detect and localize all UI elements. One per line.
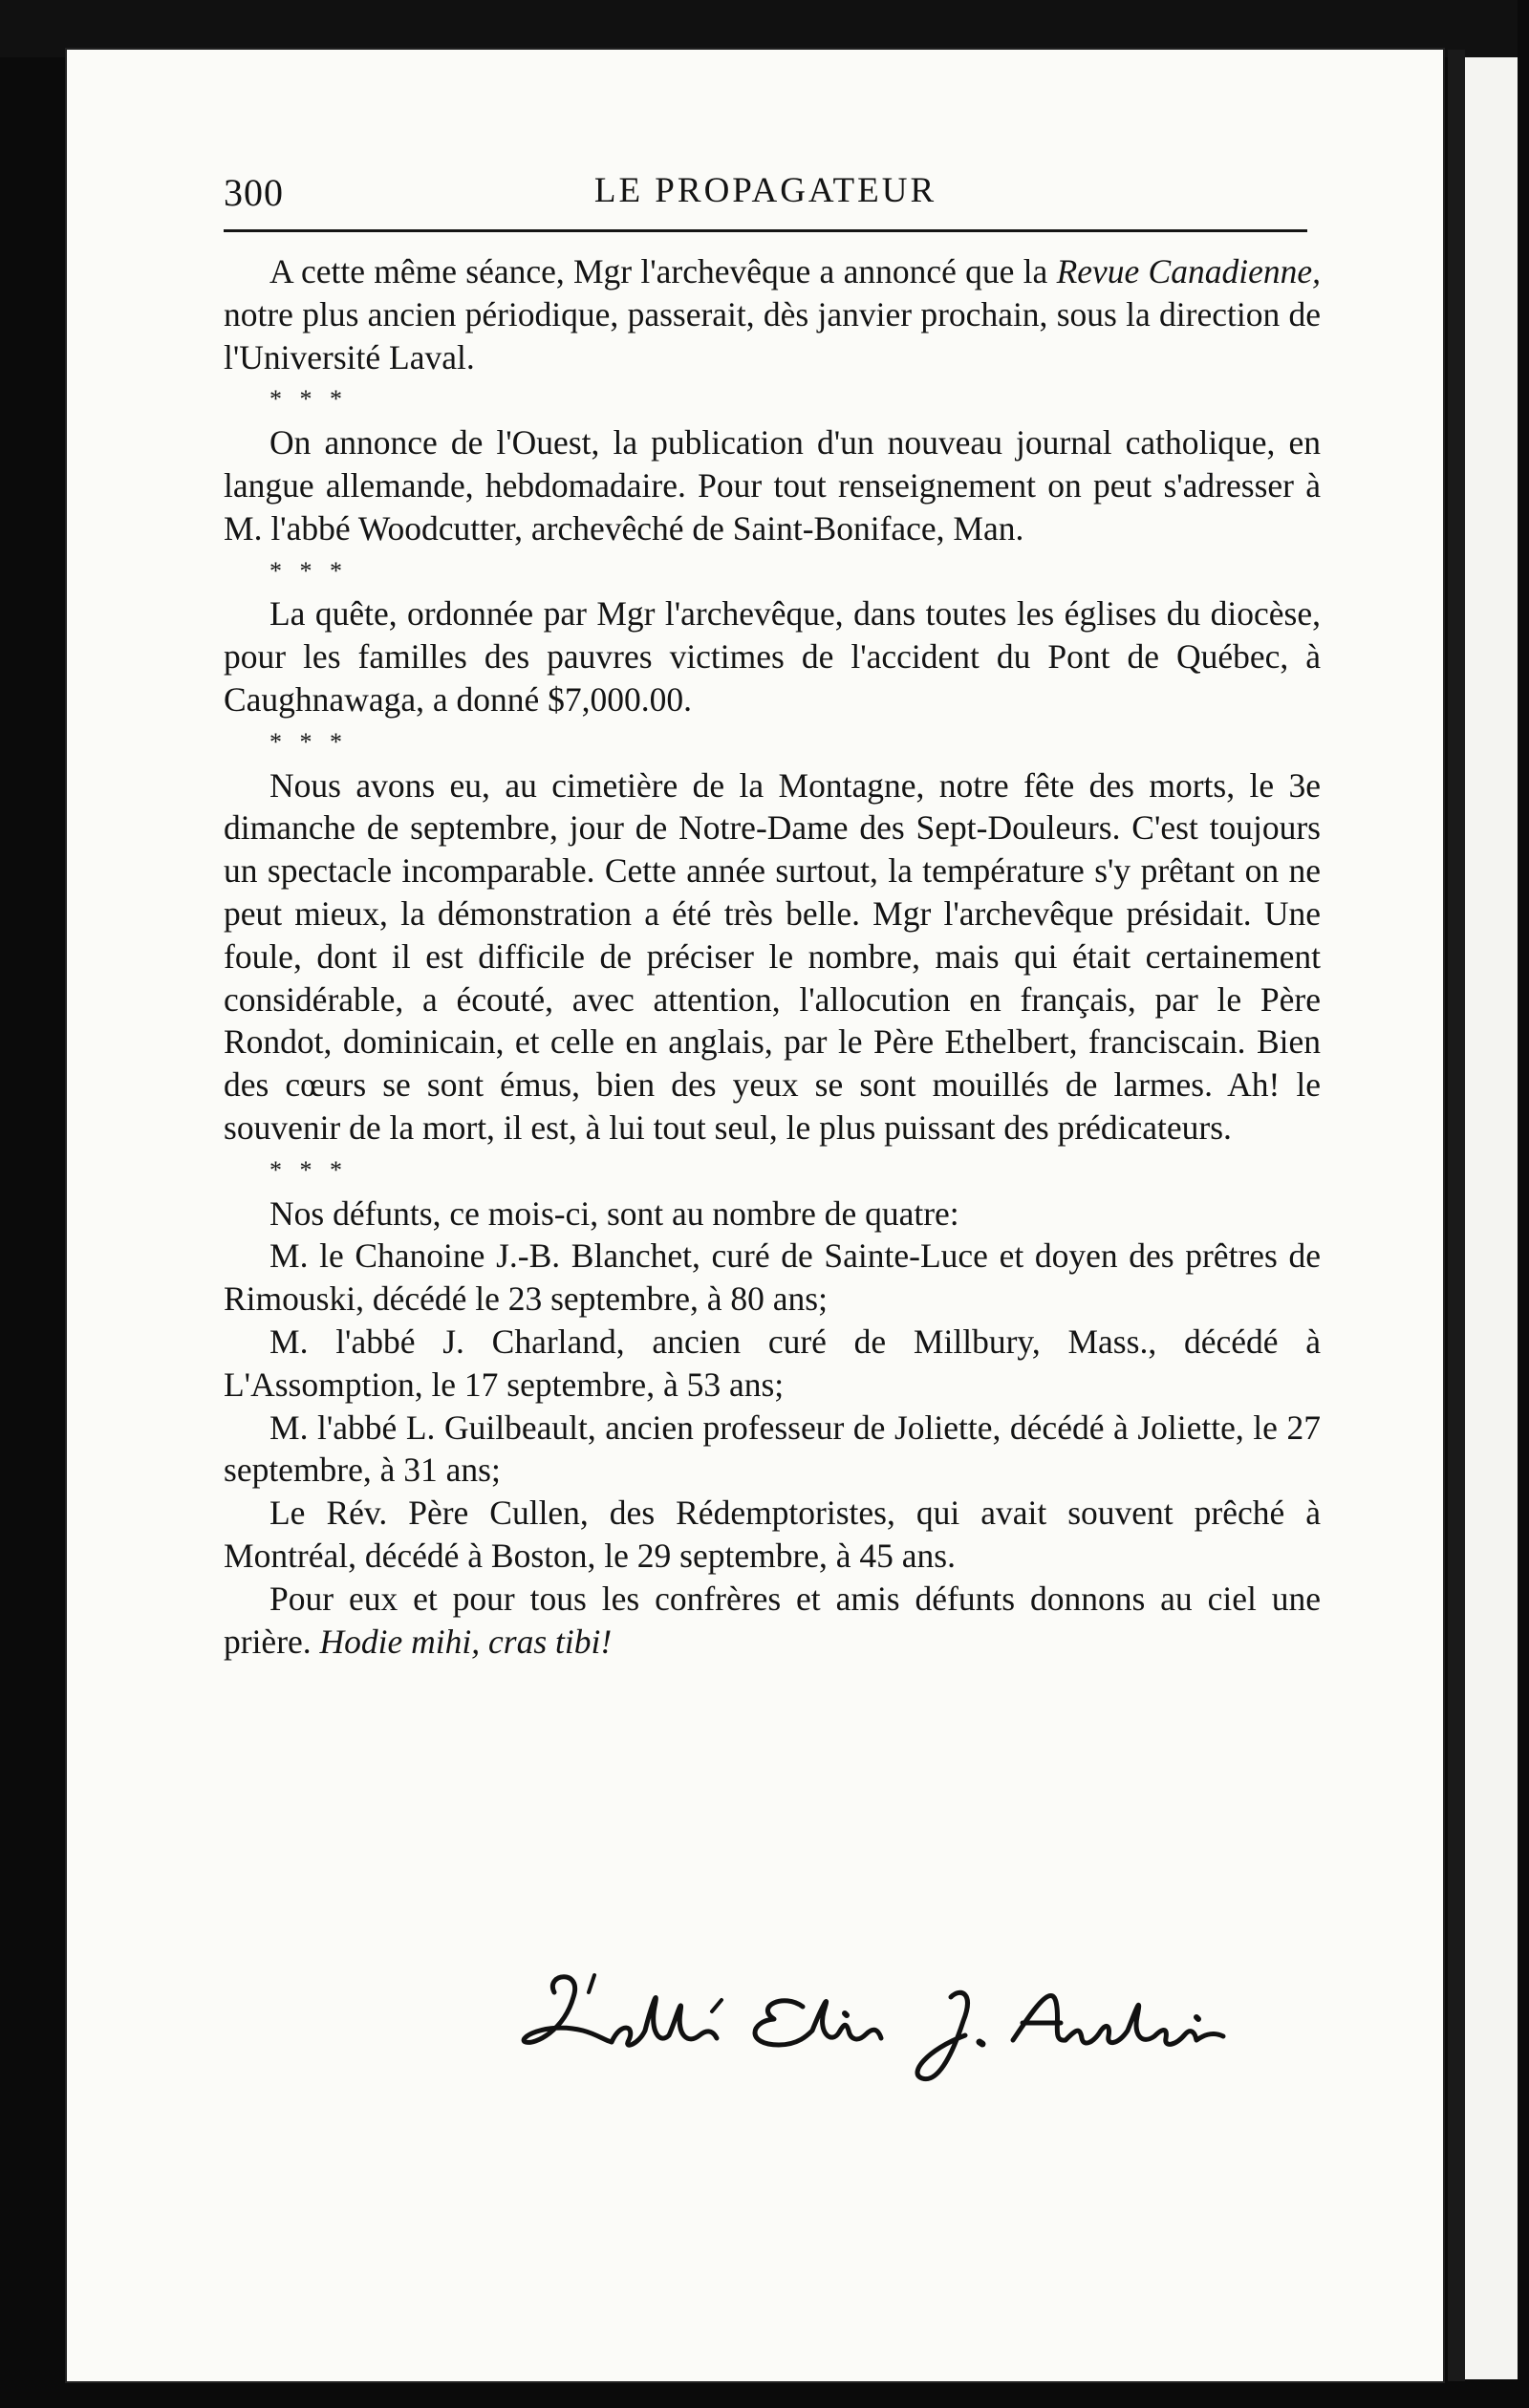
page-number: 300 xyxy=(224,171,284,214)
closing-latin: Hodie mihi, cras tibi! xyxy=(319,1622,613,1661)
section-separator: * * * xyxy=(269,727,348,756)
paragraph-quete: La quête, ordonnée par Mgr l'archevêque, dans toutes les églises du diocèse, pour les familles des pauvres victimes de l'accident du Pont de Québec, à Caughnawaga, a donné $7,000.00. xyxy=(224,594,1321,719)
deceased-entry: M. l'abbé L. Guilbeault, ancien professeur de Joliette, décédé à Joliette, le 27 septembre, à 31 ans; xyxy=(224,1408,1321,1490)
section-separator: * * * xyxy=(269,1155,348,1184)
scan-border-top xyxy=(0,0,1529,57)
header-rule xyxy=(224,229,1307,232)
paragraph-text: notre plus ancien périodique, passerait, dès janvier prochain, sous la direction de l'Université Laval. xyxy=(224,294,1321,376)
paragraph-journal-allemand: On annonce de l'Ouest, la publication d'un nouveau journal catholique, en langue allemande, hebdomadaire. Pour tout renseignement on peut s'adresser à M. l'abbé Woodcutter, archevêché de Saint-Boniface, Man. xyxy=(224,423,1321,548)
paragraph-text: A cette même séance, Mgr l'archevêque a annoncé que la xyxy=(269,252,1057,290)
article-body xyxy=(224,250,1321,1663)
book-gutter xyxy=(1448,50,1465,2381)
deceased-entry: M. l'abbé J. Charland, ancien curé de Millbury, Mass., décédé à L'Assomption, le 17 septembre, à 53 ans; xyxy=(224,1322,1321,1404)
handwritten-signature xyxy=(516,1954,1242,2097)
deceased-entry: M. le Chanoine J.-B. Blanchet, curé de Sainte-Luce et doyen des prêtres de Rimouski, décédé le 23 septembre, à 80 ans; xyxy=(224,1236,1321,1319)
paragraph-closing xyxy=(224,1578,1321,1664)
section-separator: * * * xyxy=(269,556,348,585)
paragraph-defunts-intro: Nos défunts, ce mois-ci, sont au nombre de quatre: xyxy=(269,1193,959,1233)
paragraph-revue-canadienne xyxy=(224,250,1321,378)
page-header xyxy=(224,162,1307,220)
section-separator: * * * xyxy=(269,385,348,414)
scan-border-right xyxy=(1518,0,1529,2408)
running-title: LE PROPAGATEUR xyxy=(593,171,937,210)
deceased-entry: Le Rév. Père Cullen, des Rédemptoristes, qui avait souvent prêché à Montréal, décédé à Boston, le 29 septembre, à 45 ans. xyxy=(224,1494,1321,1575)
italic-title: Revue Canadienne, xyxy=(1056,252,1321,290)
closing-text: Pour eux et pour tous les confrères et amis défunts donnons au ciel une prière. xyxy=(224,1579,1321,1661)
paragraph-fete-des-morts: Nous avons eu, au cimetière de la Montagne, notre fête des morts, le 3e dimanche de septembre, jour de Notre-Dame des Sept-Douleurs. C'est toujours un spectacle incomparable. Cette année surtout, la température s'y prêtant on ne peut mieux, la démonstration a été très belle. Mgr l'archevêque présidait. Une foule, dont il est difficile de préciser le nombre, mais qui était certainement considérable, a écouté, avec attention, l'allocution en français, par le Père Rondot, dominicain, et celle en anglais, par le Père Ethelbert, franciscain. Bien des cœurs se sont émus, bien des yeux se sont mouillés de larmes. Ah! le souvenir de la mort, il est, à lui tout seul, le plus puissant des prédicateurs. xyxy=(224,765,1321,1147)
signature-drawing xyxy=(516,1954,1242,2097)
